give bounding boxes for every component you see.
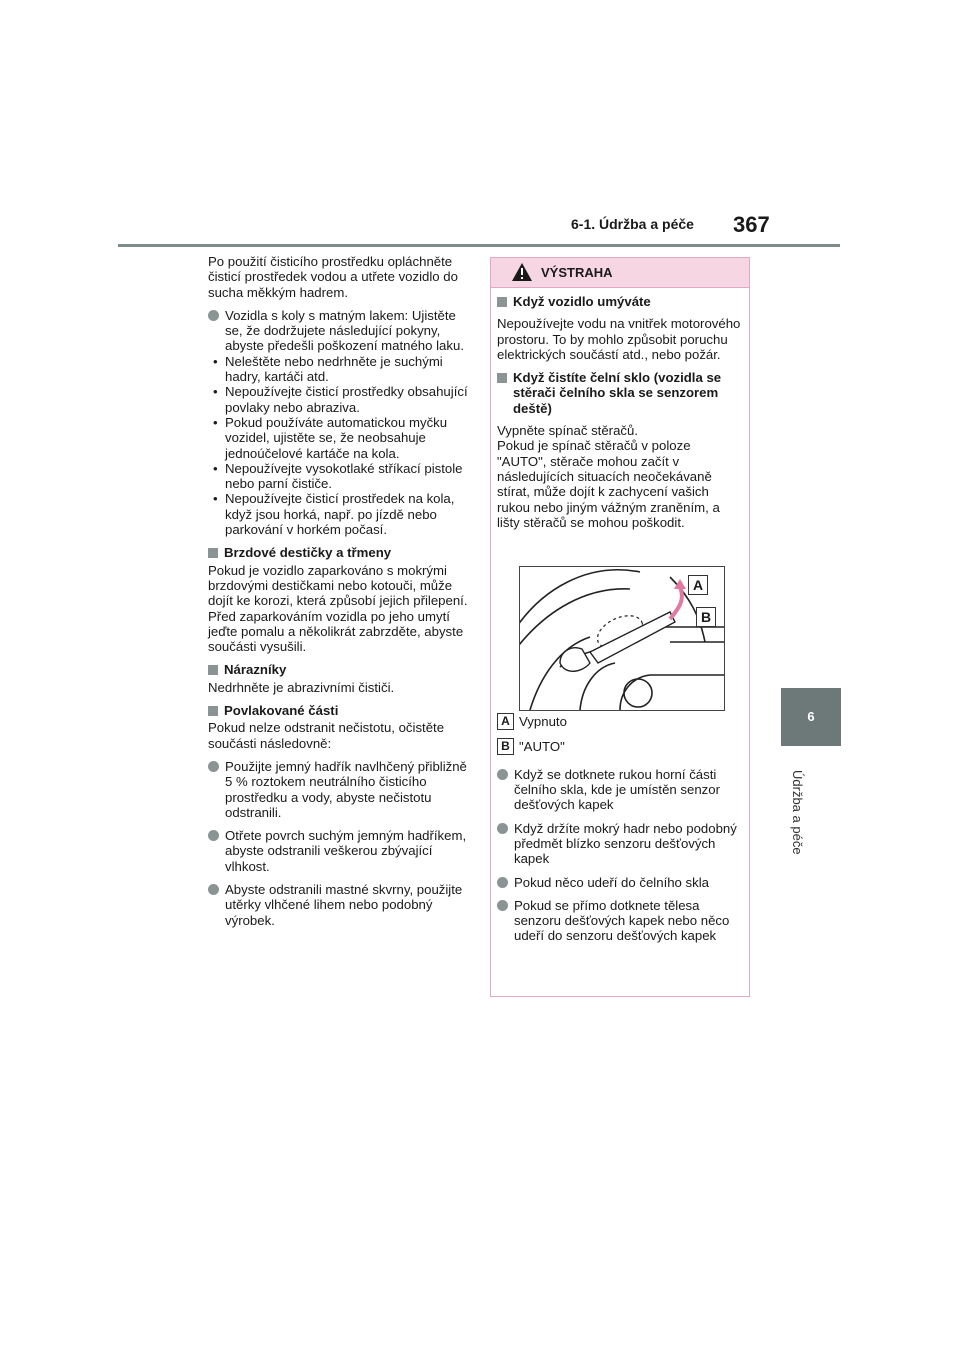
page-number: 367 — [733, 212, 770, 237]
warning-title: VÝSTRAHA — [541, 265, 613, 280]
coated-text: Pokud nelze odstranit nečistotu, očistěte součásti následovně: — [208, 720, 445, 751]
intro-paragraph: Po použití čisticího prostředku opláchněte čisticí prostředek vodou a utřete vozidlo do sucha měkkým hadrem. — [208, 254, 458, 300]
square-bullet-icon — [208, 548, 218, 558]
list-item: • Nepoužívejte čisticí prostředek na kola, když jsou horká, např. po jízdě nebo parkování v horkém počasí. — [213, 491, 455, 538]
list-item: Když držíte mokrý hadr nebo podobný předmět blízko senzoru dešťových kapek — [497, 821, 741, 867]
square-bullet-icon — [497, 297, 507, 307]
key-a-box: A — [497, 713, 514, 730]
brakes-heading: Brzdové destičky a třmeny — [208, 545, 470, 560]
list-item: Pokud něco udeří do čelního skla — [497, 875, 741, 890]
windshield-text-2: Pokud je spínač stěračů v poloze "AUTO", stěrače mohou začít v následujících situacích neočekávaně stírat, může dojít k zachycení vašich rukou nebo jiným vážným zraněním, a lišty stěračů se mohou poškodit. — [497, 438, 720, 530]
list-item: • Pokud používáte automatickou myčku vozidel, ujistěte se, že neobsahuje jednoúčelové kartáče na kola. — [213, 414, 448, 461]
windshield-heading: Když čistíte čelní sklo (vozidla se stěrači čelního skla se senzorem deště) — [497, 370, 741, 416]
warning-triangle-icon — [511, 262, 533, 282]
chapter-tab: 6 — [781, 688, 841, 746]
warning-header — [491, 258, 749, 288]
matte-text: Vozidla s koly s matným lakem: Ujistěte se, že dodržujete následující pokyny, abyste předešli poškození matného laku. — [225, 307, 464, 354]
wash-text: Nepoužívejte vodu na vnitřek motorového prostoru. To by mohlo způsobit poruchu elektrických součástí atd., nebo požár. — [497, 316, 741, 362]
list-item: Použijte jemný hadřík navlhčený přibližně 5 % roztokem neutrálního čisticího prostředku a vody, abyste nečistotu odstranili. — [208, 759, 470, 820]
bumpers-text: Nedrhněte je abrazivními čističi. — [208, 679, 395, 695]
figure-label-b: B — [696, 607, 716, 627]
list-item: • Nepoužívejte vysokotlaké stříkací pistole nebo parní čističe. — [213, 460, 463, 492]
key-a-row: A Vypnuto — [497, 714, 741, 729]
square-bullet-icon — [208, 665, 218, 675]
warning-box — [490, 257, 750, 997]
list-item: • Nepoužívejte čisticí prostředky obsahující povlaky nebo abraziva. — [213, 384, 468, 415]
matte-bullet — [208, 308, 470, 537]
bullet-dot-icon — [497, 823, 508, 834]
windshield-text-1: Vypněte spínač stěračů. — [497, 423, 638, 439]
key-b-row: B "AUTO" — [497, 739, 741, 754]
square-bullet-icon — [497, 373, 507, 383]
list-item: Abyste odstranili mastné skvrny, použijte utěrky vlhčené lihem nebo podobný výrobek. — [208, 882, 470, 928]
square-bullet-icon — [208, 706, 218, 716]
section-title: 6-1. Údržba a péče — [571, 216, 694, 232]
bumpers-heading: Nárazníky — [208, 662, 470, 677]
bullet-dot-icon — [208, 310, 219, 321]
left-column — [208, 254, 470, 936]
key-b-box: B — [497, 738, 514, 755]
list-item: • Neleštěte nebo nedrhněte je suchými hadry, kartáči atd. — [213, 353, 443, 385]
figure-label-a: A — [688, 575, 708, 595]
bullet-dot-icon — [497, 900, 508, 911]
bullet-dot-icon — [497, 877, 508, 888]
bullet-dot-icon — [497, 769, 508, 780]
brakes-text: Pokud je vozidlo zaparkováno s mokrými brzdovými destičkami nebo kotouči, může dojít ke korozi, která způsobí jejich přilepení. Před zaparkováním vozidla po jeho umytí jeďte pomalu a několikrát zabrzděte, abyste součásti vysušili. — [208, 562, 468, 655]
bullet-dot-icon — [208, 830, 219, 841]
wiper-switch-illustration — [519, 566, 725, 711]
wash-heading: Když vozidlo umýváte — [497, 294, 741, 309]
list-item: Otřete povrch suchým jemným hadříkem, abyste odstranili veškerou zbývající vlhkost. — [208, 828, 470, 874]
header-rule — [118, 244, 840, 247]
list-item: Pokud se přímo dotknete tělesa senzoru dešťových kapek nebo něco udeří do senzoru dešťových kapek — [497, 898, 741, 944]
bullet-dot-icon — [208, 884, 219, 895]
list-item: Když se dotknete rukou horní části čelního skla, kde je umístěn senzor dešťových kapek — [497, 767, 741, 813]
chapter-label: Údržba a péče — [790, 770, 805, 855]
coated-heading: Povlakované části — [208, 703, 470, 718]
bullet-dot-icon — [208, 761, 219, 772]
